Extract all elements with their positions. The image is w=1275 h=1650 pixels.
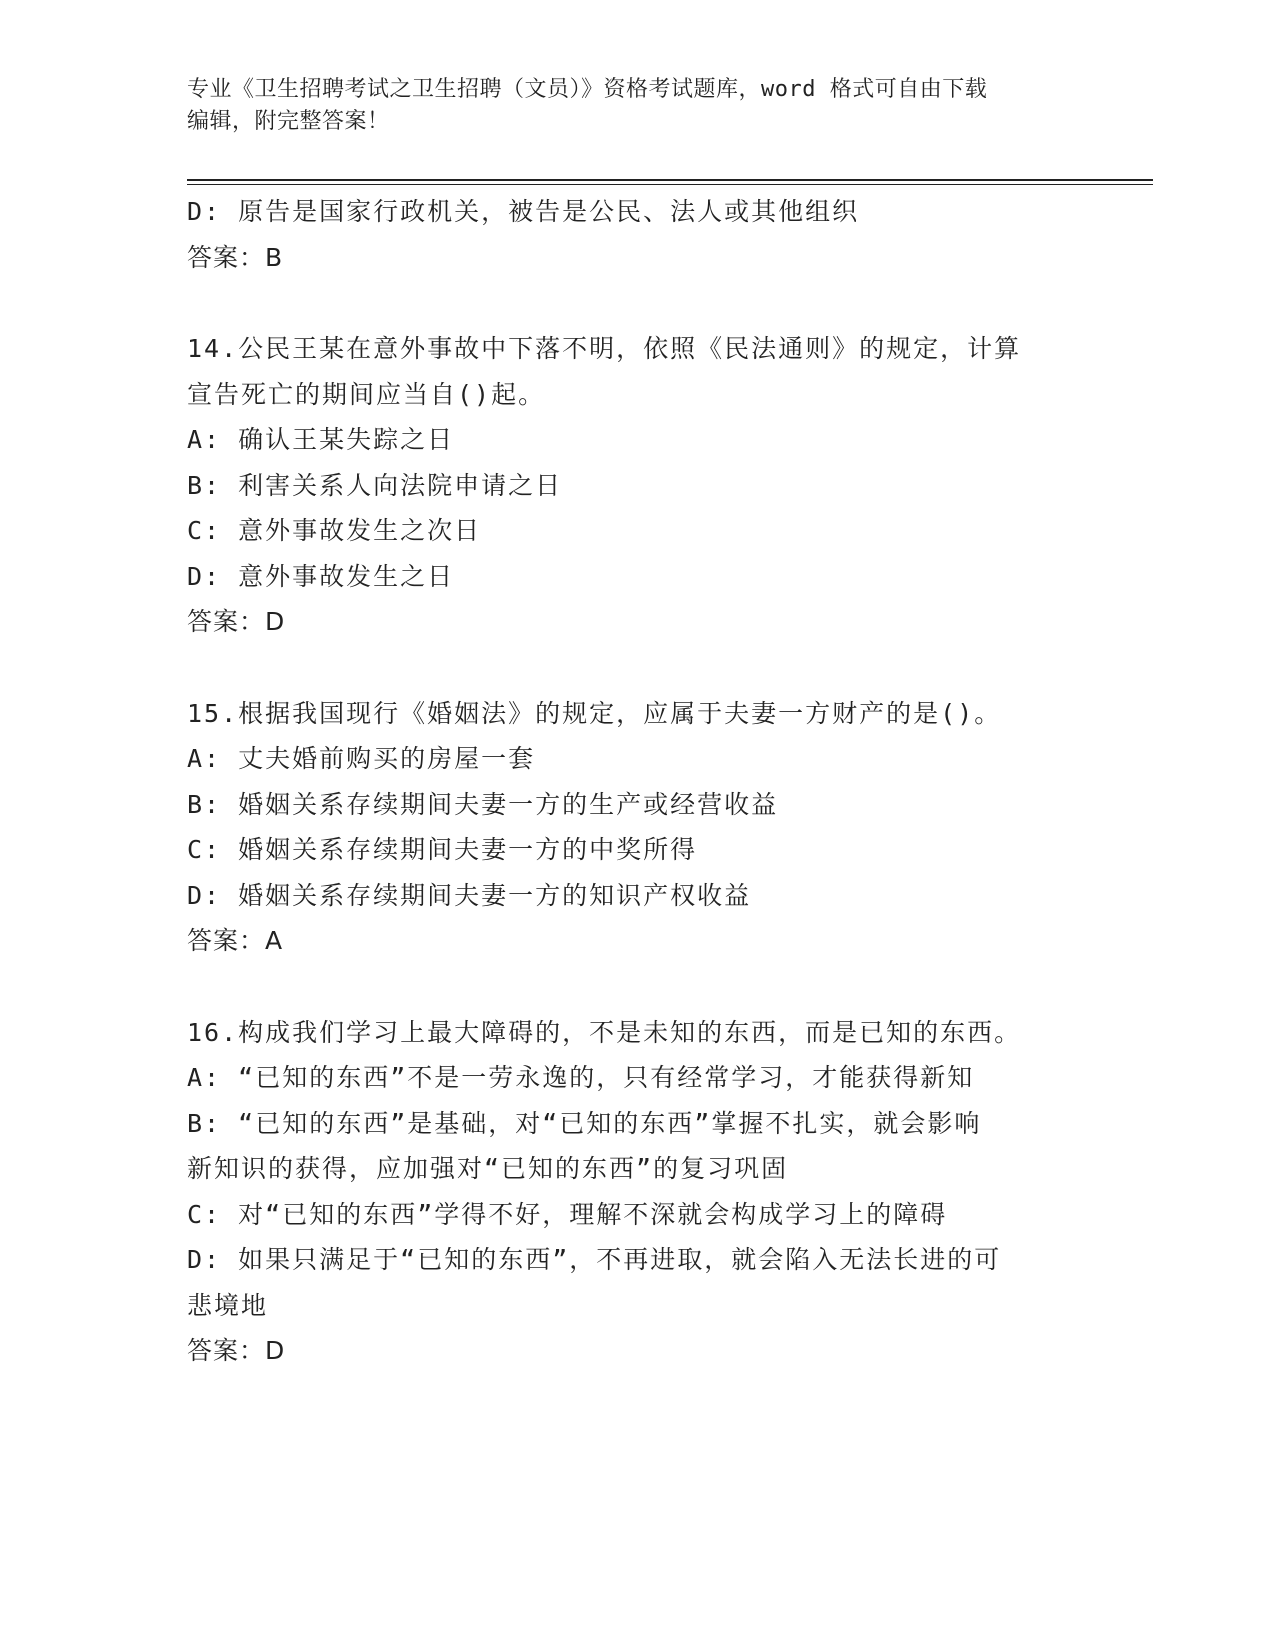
spacer xyxy=(187,964,1087,1010)
question-13 xyxy=(187,189,1087,280)
header-rule-thin xyxy=(187,184,1153,185)
q15-option-b: B: 婚姻关系存续期间夫妻一方的生产或经营收益 xyxy=(187,789,779,819)
q16-option-d-line-1: D: 如果只满足于“已知的东西”，不再进取，就会陷入无法长进的可 xyxy=(187,1245,1002,1274)
q14-option-b: B: 利害关系人向法院申请之日 xyxy=(187,470,563,500)
document-header xyxy=(187,74,1067,138)
spacer xyxy=(187,645,1087,691)
q16-option-c: C: 对“已知的东西”学得不好，理解不深就会构成学习上的障碍 xyxy=(187,1199,948,1229)
header-rule-thick xyxy=(187,179,1153,181)
question-list xyxy=(187,189,1087,1374)
q16-answer: 答案：D xyxy=(187,1336,286,1365)
q16-option-a: A: “已知的东西”不是一劳永逸的，只有经常学习，才能获得新知 xyxy=(187,1063,975,1092)
q14-option-a: A: 确认王某失踪之日 xyxy=(187,425,455,454)
question-15 xyxy=(187,691,1087,964)
q13-option-d: D: 原告是国家行政机关，被告是公民、法人或其他组织 xyxy=(187,197,860,226)
q13-answer: 答案：B xyxy=(187,242,284,272)
header-line-2: 编辑，附完整答案！ xyxy=(187,109,390,134)
q14-option-d: D: 意外事故发生之日 xyxy=(187,561,455,591)
header-line-1: 专业《卫生招聘考试之卫生招聘（文员）》资格考试题库，word 格式可自由下载 xyxy=(187,77,988,102)
q15-option-c: C: 婚姻关系存续期间夫妻一方的中奖所得 xyxy=(187,835,698,864)
q14-answer: 答案：D xyxy=(187,607,286,636)
q16-stem: 16.构成我们学习上最大障碍的，不是未知的东西，而是已知的东西。 xyxy=(187,1017,1022,1047)
q15-option-d: D: 婚姻关系存续期间夫妻一方的知识产权收益 xyxy=(187,880,752,910)
q14-stem-line-2: 宣告死亡的期间应当自()起。 xyxy=(187,379,546,409)
q16-option-b-line-2: 新知识的获得，应加强对“已知的东西”的复习巩固 xyxy=(187,1154,789,1183)
question-14 xyxy=(187,326,1087,645)
q16-option-b-line-1: B: “已知的东西”是基础，对“已知的东西”掌握不扎实，就会影响 xyxy=(187,1108,982,1138)
q15-stem: 15.根据我国现行《婚姻法》的规定，应属于夫妻一方财产的是()。 xyxy=(187,698,1002,728)
q14-stem-line-1: 14.公民王某在意外事故中下落不明，依照《民法通则》的规定，计算 xyxy=(187,334,1022,363)
spacer xyxy=(187,280,1087,326)
q16-option-d-line-2: 悲境地 xyxy=(187,1290,269,1320)
q14-option-c: C: 意外事故发生之次日 xyxy=(187,516,482,545)
question-16 xyxy=(187,1010,1087,1374)
q15-option-a: A: 丈夫婚前购买的房屋一套 xyxy=(187,744,536,773)
q15-answer: 答案：A xyxy=(187,926,284,955)
